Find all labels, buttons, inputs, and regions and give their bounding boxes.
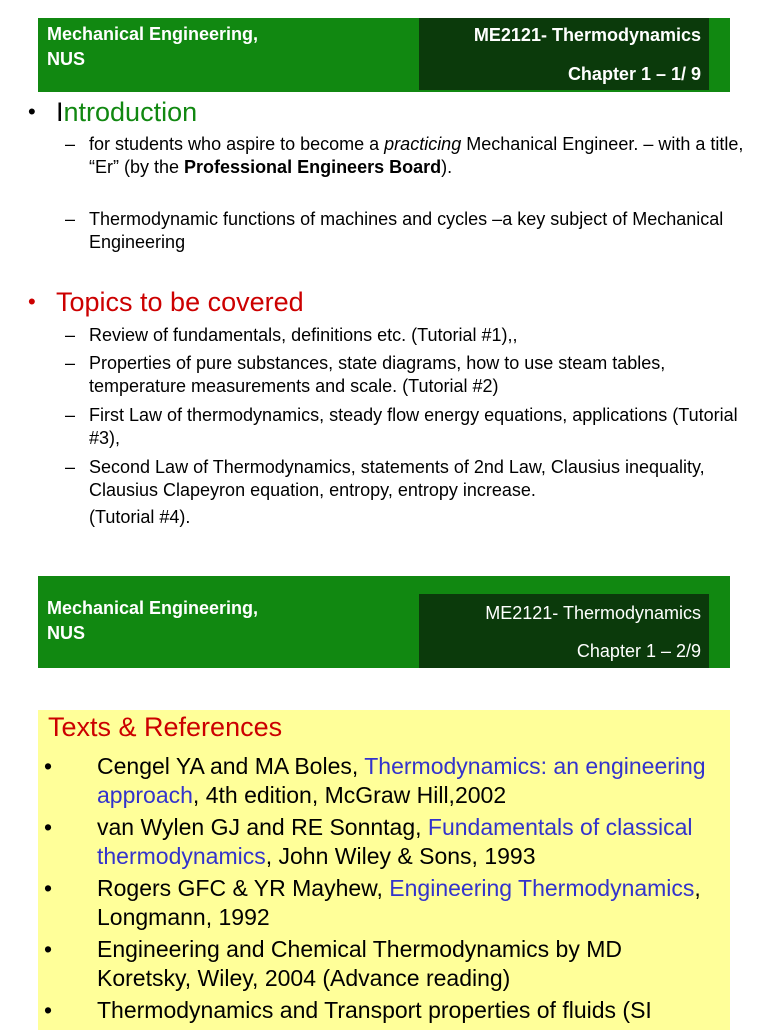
bullet-icon: • — [44, 997, 53, 1023]
dash-icon: – — [65, 457, 76, 477]
institution-line2: NUS — [47, 623, 86, 643]
dash-icon: – — [65, 134, 76, 154]
reference-title: Fundamentals of classical thermodynamics — [97, 814, 693, 869]
course-title: ME2121- Thermodynamics — [473, 25, 701, 45]
slide1-header — [38, 18, 730, 92]
dash-icon: – — [65, 209, 76, 229]
bullet-icon: • — [28, 99, 36, 124]
reference-title: Thermodynamics: an engineering approach — [97, 753, 706, 808]
slide2-header — [38, 576, 730, 668]
bullet-icon: • — [44, 875, 53, 901]
chapter-number: Chapter 1 – 1/ 9 — [567, 64, 701, 84]
intro-initial: I — [56, 97, 64, 127]
bullet-icon: • — [44, 814, 53, 840]
slide1-institution — [47, 22, 258, 72]
references-title: Texts & References — [48, 712, 283, 742]
chapter-number: Chapter 1 – 2/9 — [576, 641, 701, 661]
slide2-institution — [47, 596, 258, 646]
slide1-course-box — [419, 18, 709, 90]
dash-icon: – — [65, 325, 76, 345]
bullet-icon: • — [44, 936, 53, 962]
slide2-course-box — [419, 594, 709, 668]
intro-rest: ntroduction — [63, 97, 198, 127]
bullet-icon: • — [44, 753, 53, 779]
institution-line1: Mechanical Engineering, — [47, 598, 259, 618]
references-box: Texts & References • Cengel YA and MA Boles, Thermodynamics: an engineering approach, 4th edition, McGraw Hill,2002 • van Wylen GJ and RE Sonntag, Fundamentals of classical thermodynamics, John Wiley & Sons, 1993 • Rogers GFC & YR Mayhew, Engineering Thermodynamics, Longmann, 1992 • Engineering and Chemical Thermodynamics by MD Koretsky, Wiley, 2004 (Advance reading) • Thermodynamics and Transport properties of fluids (SI — [38, 710, 730, 1030]
institution-line2: NUS — [47, 49, 86, 69]
course-title: ME2121- Thermodynamics — [485, 603, 701, 623]
institution-line1: Mechanical Engineering, — [47, 24, 259, 44]
bullet-icon: • — [28, 289, 36, 314]
reference-title: Engineering Thermodynamics — [389, 875, 695, 901]
dash-icon: – — [65, 405, 76, 425]
dash-icon: – — [65, 353, 76, 373]
